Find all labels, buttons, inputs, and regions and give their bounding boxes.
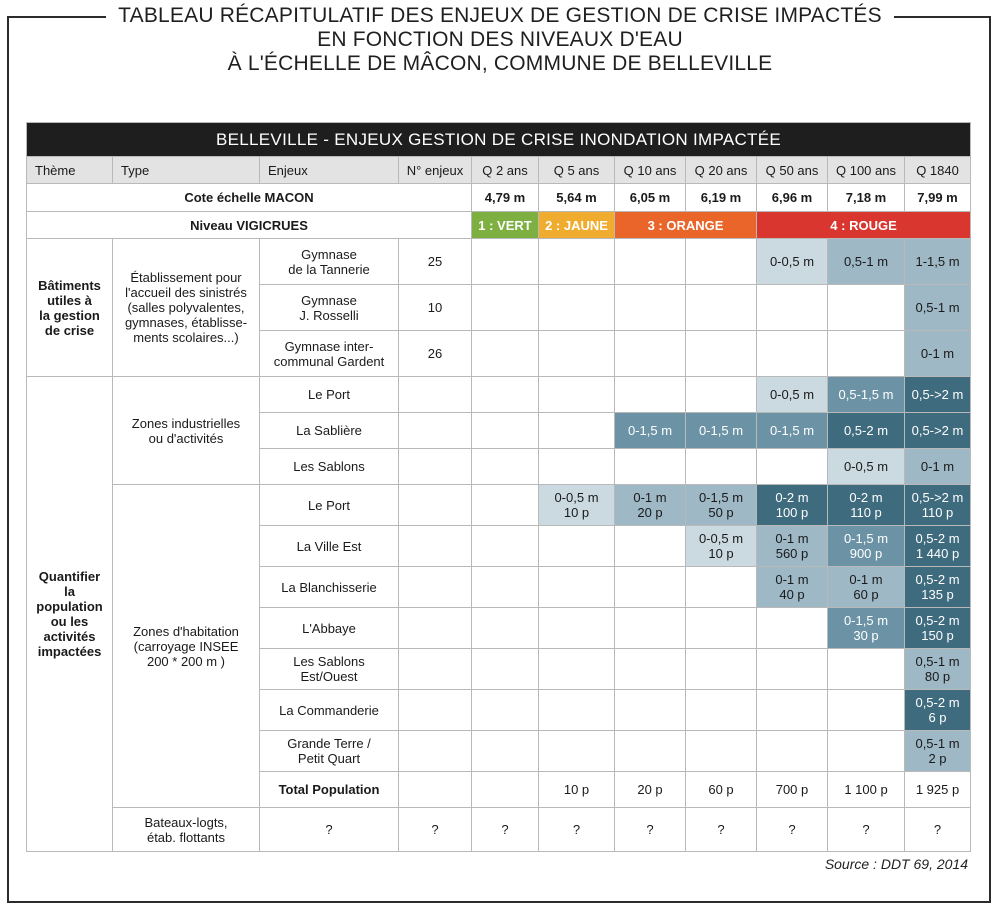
enjeu-gymnase-rosselli: Gymnase J. Rosselli [260,285,399,331]
cote-label: Cote échelle MACON [27,184,472,212]
total-q20: 60 p [686,772,757,808]
cell-q1840: 0,5-2 m 150 p [905,608,971,649]
bateaux-q20: ? [686,808,757,852]
cell-q1840: 1-1,5 m [905,239,971,285]
total-q50: 700 p [757,772,828,808]
enjeu-gymnase-tannerie: Gymnase de la Tannerie [260,239,399,285]
header-q100: Q 100 ans [828,157,905,184]
cell-q100: 0-0,5 m [828,449,905,485]
cote-q5: 5,64 m [539,184,615,212]
cote-q2: 4,79 m [472,184,539,212]
cell-q50: 0-1 m 40 p [757,567,828,608]
crisis-table [26,122,971,852]
cell-q100: 0-1 m 60 p [828,567,905,608]
cell-q100: 0-1,5 m 30 p [828,608,905,649]
cell-q100: 0-1,5 m 900 p [828,526,905,567]
total-q100: 1 100 p [828,772,905,808]
num-enjeu: 25 [399,239,472,285]
total-label: Total Population [260,772,399,808]
cell-q20: 0-0,5 m 10 p [686,526,757,567]
title-block [0,4,1000,76]
cell-q100: 0-2 m 110 p [828,485,905,526]
vigicrues-label: Niveau VIGICRUES [27,212,472,239]
type-bateaux: Bateaux-logts, étab. flottants [113,808,260,852]
enjeu-les-sablons: Les Sablons [260,449,399,485]
vigicrues-row [27,212,971,239]
table-row [27,239,971,285]
enjeu-la-commanderie: La Commanderie [260,690,399,731]
table-row [27,485,971,526]
header-q5: Q 5 ans [539,157,615,184]
header-type: Type [113,157,260,184]
table-banner: BELLEVILLE - ENJEUX GESTION DE CRISE INONDATION IMPACTÉE [27,123,971,157]
cell-q1840: 0-1 m [905,331,971,377]
cote-q1840: 7,99 m [905,184,971,212]
cell-q1840: 0,5-1 m 80 p [905,649,971,690]
vigicrues-level-orange: 3 : ORANGE [615,212,757,239]
cell-q1840: 0,5->2 m [905,413,971,449]
cell-q100: 0,5-1,5 m [828,377,905,413]
enjeu-le-port-zone: Le Port [260,377,399,413]
vigicrues-level-jaune: 2 : JAUNE [539,212,615,239]
vigicrues-level-vert: 1 : VERT [472,212,539,239]
bateaux-row [27,808,971,852]
cell-q1840: 0,5-1 m [905,285,971,331]
cote-q10: 6,05 m [615,184,686,212]
cell-q100: 0,5-2 m [828,413,905,449]
cote-q100: 7,18 m [828,184,905,212]
type-etablissement: Établissement pour l'accueil des sinistrés (salles polyvalentes, gymnases, établisse- ments scolaires...) [113,239,260,377]
total-q5: 10 p [539,772,615,808]
cell-q1840: 0,5->2 m [905,377,971,413]
cell-q10: 0-1 m 20 p [615,485,686,526]
num-enjeu: 26 [399,331,472,377]
cell-q1840: 0,5-2 m 135 p [905,567,971,608]
bateaux-q50: ? [757,808,828,852]
cell-q50: 0-1 m 560 p [757,526,828,567]
cell-q50: 0-0,5 m [757,239,828,285]
source-note: Source : DDT 69, 2014 [824,856,968,872]
cell-q50: 0-2 m 100 p [757,485,828,526]
bateaux-num: ? [399,808,472,852]
enjeu-gymnase-gardent: Gymnase inter- communal Gardent [260,331,399,377]
cell-q20: 0-1,5 m [686,413,757,449]
enjeu-le-port-habitat: Le Port [260,485,399,526]
cell-q1840: 0-1 m [905,449,971,485]
title-line-3: À L'ÉCHELLE DE MÂCON, COMMUNE DE BELLEVILLE [227,52,773,75]
theme-population: Quantifier la population ou les activités impactées [27,377,113,852]
bateaux-q100: ? [828,808,905,852]
cote-q50: 6,96 m [757,184,828,212]
cote-q20: 6,19 m [686,184,757,212]
type-zones-habitation: Zones d'habitation (carroyage INSEE 200 * 200 m ) [113,485,260,808]
header-q20: Q 20 ans [686,157,757,184]
cell-q20: 0-1,5 m 50 p [686,485,757,526]
bateaux-enjeux: ? [260,808,399,852]
cell-q1840: 0,5-2 m 1 440 p [905,526,971,567]
header-q10: Q 10 ans [615,157,686,184]
header-q1840: Q 1840 [905,157,971,184]
cell-q10: 0-1,5 m [615,413,686,449]
cell-q50: 0-0,5 m [757,377,828,413]
theme-batiments: Bâtiments utiles à la gestion de crise [27,239,113,377]
bateaux-q2: ? [472,808,539,852]
table-row [27,377,971,413]
title-line-2: EN FONCTION DES NIVEAUX D'EAU [317,28,683,51]
cell-q50: 0-1,5 m [757,413,828,449]
bateaux-q10: ? [615,808,686,852]
header-theme: Thème [27,157,113,184]
total-q10: 20 p [615,772,686,808]
cote-row [27,184,971,212]
cell-q1840: 0,5-2 m 6 p [905,690,971,731]
bateaux-q1840: ? [905,808,971,852]
header-enjeux: Enjeux [260,157,399,184]
enjeu-l-abbaye: L'Abbaye [260,608,399,649]
title-line-1: TABLEAU RÉCAPITULATIF DES ENJEUX DE GESTION DE CRISE IMPACTÉS [118,4,882,27]
cell-q100: 0,5-1 m [828,239,905,285]
type-zones-industrielles: Zones industrielles ou d'activités [113,377,260,485]
enjeu-la-ville-est: La Ville Est [260,526,399,567]
header-q2: Q 2 ans [472,157,539,184]
vigicrues-level-rouge: 4 : ROUGE [757,212,971,239]
header-q50: Q 50 ans [757,157,828,184]
enjeu-la-sabliere: La Sablière [260,413,399,449]
cell-q1840: 0,5-1 m 2 p [905,731,971,772]
cell-q1840: 0,5->2 m 110 p [905,485,971,526]
num-enjeu: 10 [399,285,472,331]
enjeu-grande-terre: Grande Terre / Petit Quart [260,731,399,772]
enjeu-la-blanchisserie: La Blanchisserie [260,567,399,608]
enjeu-les-sablons-est-ouest: Les Sablons Est/Ouest [260,649,399,690]
total-q1840: 1 925 p [905,772,971,808]
cell-q5: 0-0,5 m 10 p [539,485,615,526]
bateaux-q5: ? [539,808,615,852]
header-num-enjeux: N° enjeux [399,157,472,184]
header-row [27,157,971,184]
